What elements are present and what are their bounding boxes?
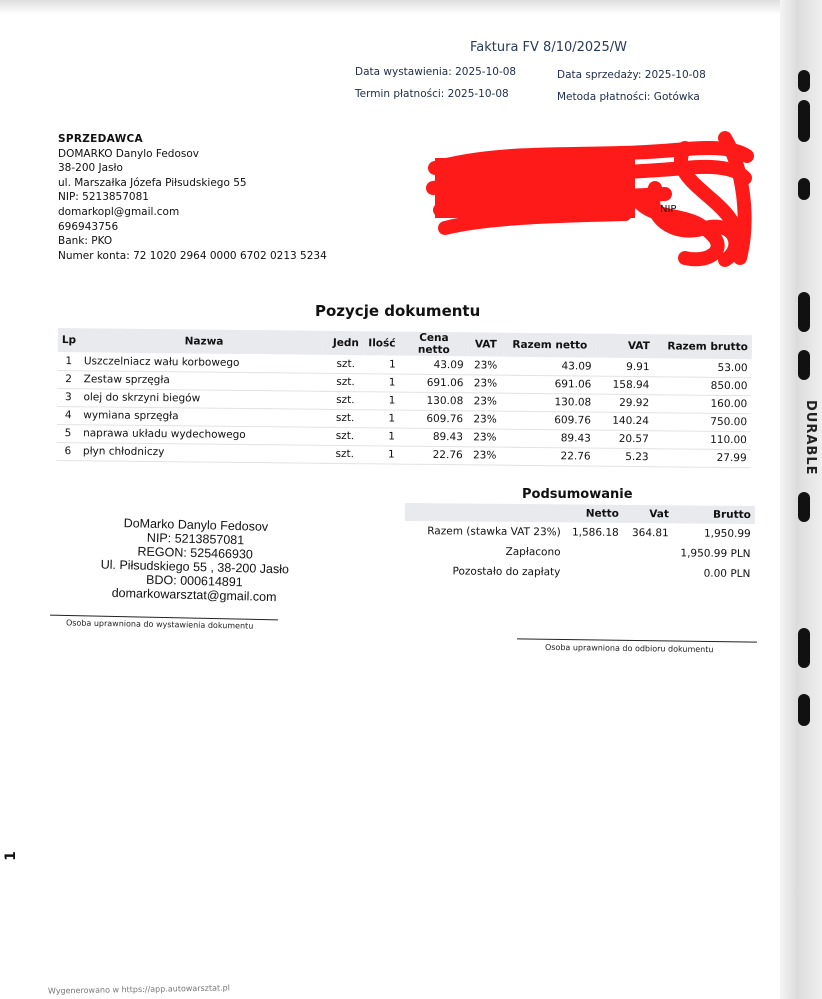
cell-razem-netto: 89.43 <box>503 429 595 448</box>
col-ilosc: Ilość <box>364 331 400 355</box>
cell-jedn: szt. <box>327 445 363 463</box>
cell-cena-netto: 691.06 <box>399 374 467 393</box>
cell-ilosc: 1 <box>363 445 399 463</box>
seller-bank: Bank: PKO <box>58 235 113 248</box>
invoice-title: Faktura FV 8/10/2025/W <box>470 40 627 55</box>
summary-empty <box>564 542 622 563</box>
cell-lp: 5 <box>57 424 79 442</box>
cell-cena-netto: 130.08 <box>399 392 467 411</box>
binder-hole <box>798 350 810 380</box>
summary-razem-vat: 364.81 <box>631 526 669 540</box>
col-vat-rate: VAT <box>468 332 504 356</box>
cell-vat-rate: 23% <box>467 392 503 410</box>
col-jedn: Jedn <box>328 331 364 355</box>
cell-vat-rate: 23% <box>467 446 503 464</box>
cell-razem-brutto: 110.00 <box>653 430 751 449</box>
col-razem-brutto: Razem brutto <box>654 334 752 359</box>
cell-nazwa: Zestaw sprzęgła <box>80 370 328 391</box>
stamp-nip: NIP: 5213857081 <box>146 530 245 548</box>
seller-email: domarkopl@gmail.com <box>58 205 180 218</box>
cell-vat: 9.91 <box>595 358 653 377</box>
cell-vat-rate: 23% <box>467 428 503 446</box>
summary-col-brutto: Brutto <box>673 505 755 524</box>
cell-vat: 158.94 <box>595 376 653 395</box>
summary-col-vat: Vat <box>623 505 673 523</box>
cell-razem-netto: 43.09 <box>504 357 596 376</box>
summary-col-netto: Netto <box>565 504 623 523</box>
cell-ilosc: 1 <box>364 355 400 373</box>
col-lp: Lp <box>58 328 80 352</box>
binder-hole <box>798 70 810 92</box>
positions-table <box>57 328 752 468</box>
summary-title: Podsumowanie <box>522 487 633 502</box>
cell-nazwa: olej do skrzyni biegów <box>79 388 327 409</box>
sale-date: Data sprzedaży: 2025-10-08 <box>557 69 706 81</box>
cell-vat-rate: 23% <box>467 374 503 392</box>
seller-phone: 696943756 <box>58 220 119 233</box>
summary-col-blank <box>405 503 565 522</box>
cell-razem-netto: 130.08 <box>503 393 595 412</box>
stamp-regon: REGON: 525466930 <box>137 544 254 562</box>
seller-heading: SPRZEDAWCA <box>58 133 143 145</box>
cell-nazwa: Uszczelniacz wału korbowego <box>80 352 328 373</box>
cell-vat: 5.23 <box>595 448 653 467</box>
footer-generated: Wygenerowano w https://app.autowarsztat.pl <box>47 983 231 996</box>
issuer-signature-label: Osoba uprawniona do wystawienia dokumentu <box>65 618 254 631</box>
summary-paid-label: Zapłacono <box>505 545 561 559</box>
cell-cena-netto: 609.76 <box>399 410 467 429</box>
summary-razem-label: Razem (stawka VAT 23%) <box>427 525 561 539</box>
due-date: Termin płatności: 2025-10-08 <box>355 88 509 100</box>
cell-razem-brutto: 27.99 <box>653 448 751 467</box>
cell-vat: 140.24 <box>595 412 653 431</box>
cell-ilosc: 1 <box>363 373 399 391</box>
cell-nazwa: wymiana sprzęgła <box>79 406 327 427</box>
cell-vat: 29.92 <box>595 394 653 413</box>
summary-razem-brutto: 1,950.99 <box>703 527 751 541</box>
cell-jedn: szt. <box>327 373 363 391</box>
cell-nazwa: naprawa układu wydechowego <box>79 424 327 445</box>
binder-hole <box>798 100 810 142</box>
summary-remaining-value: 0.00 PLN <box>703 567 751 581</box>
cell-razem-brutto: 53.00 <box>653 358 751 377</box>
summary-empty <box>564 562 622 583</box>
summary-table <box>404 503 755 584</box>
cell-vat-rate: 23% <box>468 356 504 374</box>
cell-lp: 2 <box>57 370 79 388</box>
stamp-address: Ul. Piłsudskiego 55 , 38-200 Jasło <box>100 557 290 577</box>
binder-hole <box>798 628 810 668</box>
col-razem-netto: Razem netto <box>504 333 596 358</box>
cell-lp: 3 <box>57 388 79 406</box>
receiver-signature-label: Osoba uprawniona do odbioru dokumentu <box>544 642 714 655</box>
cell-nazwa: płyn chłodniczy <box>79 442 327 463</box>
cell-jedn: szt. <box>327 391 363 409</box>
issue-date: Data wystawienia: 2025-10-08 <box>355 66 517 78</box>
cell-razem-netto: 691.06 <box>503 375 595 394</box>
seller-account: Numer konta: 72 1020 2964 0000 6702 0213 5234 <box>58 249 327 262</box>
cell-lp: 1 <box>58 352 80 370</box>
binder-hole <box>798 178 810 200</box>
col-vat: VAT <box>596 334 654 359</box>
cell-ilosc: 1 <box>363 409 399 427</box>
cell-cena-netto: 89.43 <box>399 428 467 447</box>
cell-vat: 20.57 <box>595 430 653 449</box>
cell-cena-netto: 43.09 <box>400 356 468 375</box>
buyer-redaction <box>425 128 755 268</box>
cell-razem-brutto: 160.00 <box>653 394 751 413</box>
page-top-edge <box>0 0 780 14</box>
col-cena-netto: Cena netto <box>400 332 468 357</box>
cell-jedn: szt. <box>328 355 364 373</box>
binder-hole <box>798 492 810 522</box>
cell-vat-rate: 23% <box>467 410 503 428</box>
summary-remaining-label: Pozostało do zapłaty <box>452 565 561 579</box>
cell-razem-netto: 609.76 <box>503 411 595 430</box>
col-nazwa: Nazwa <box>80 328 328 355</box>
stamp-bdo: BDO: 000614891 <box>145 572 243 590</box>
company-stamp <box>99 516 291 605</box>
cell-jedn: szt. <box>327 427 363 445</box>
seller-nip: NIP: 5213857081 <box>58 191 149 204</box>
cell-cena-netto: 22.76 <box>399 446 467 465</box>
cell-lp: 4 <box>57 406 79 424</box>
payment-method: Metoda płatności: Gotówka <box>557 91 700 103</box>
binder-hole <box>798 694 810 726</box>
binder-hole <box>798 292 810 332</box>
buyer-nip: NIP <box>660 204 677 215</box>
stamp-name: DoMarko Danylo Fedosov <box>123 516 269 534</box>
seller-block <box>58 132 327 263</box>
positions-title: Pozycje dokumentu <box>315 302 481 320</box>
summary-row <box>404 561 754 584</box>
stamp-email: domarkowarsztat@gmail.com <box>111 585 277 605</box>
margin-mark: 1 <box>2 851 19 861</box>
cell-jedn: szt. <box>327 409 363 427</box>
summary-empty <box>622 563 672 583</box>
cell-razem-brutto: 750.00 <box>653 412 751 431</box>
cell-razem-netto: 22.76 <box>503 447 595 466</box>
cell-razem-brutto: 850.00 <box>653 376 751 395</box>
cell-ilosc: 1 <box>363 391 399 409</box>
summary-razem-netto: 1,586.18 <box>571 526 619 539</box>
cell-lp: 6 <box>57 442 79 460</box>
seller-postcode: 38-200 Jasło <box>58 162 123 175</box>
seller-street: ul. Marszałka Józefa Piłsudskiego 55 <box>58 176 247 189</box>
seller-name: DOMARKO Danylo Fedosov <box>58 147 199 160</box>
binder-brand: DURABLE <box>803 400 818 476</box>
summary-empty <box>622 543 672 563</box>
summary-paid-value: 1,950.99 PLN <box>680 547 751 561</box>
cell-ilosc: 1 <box>363 427 399 445</box>
